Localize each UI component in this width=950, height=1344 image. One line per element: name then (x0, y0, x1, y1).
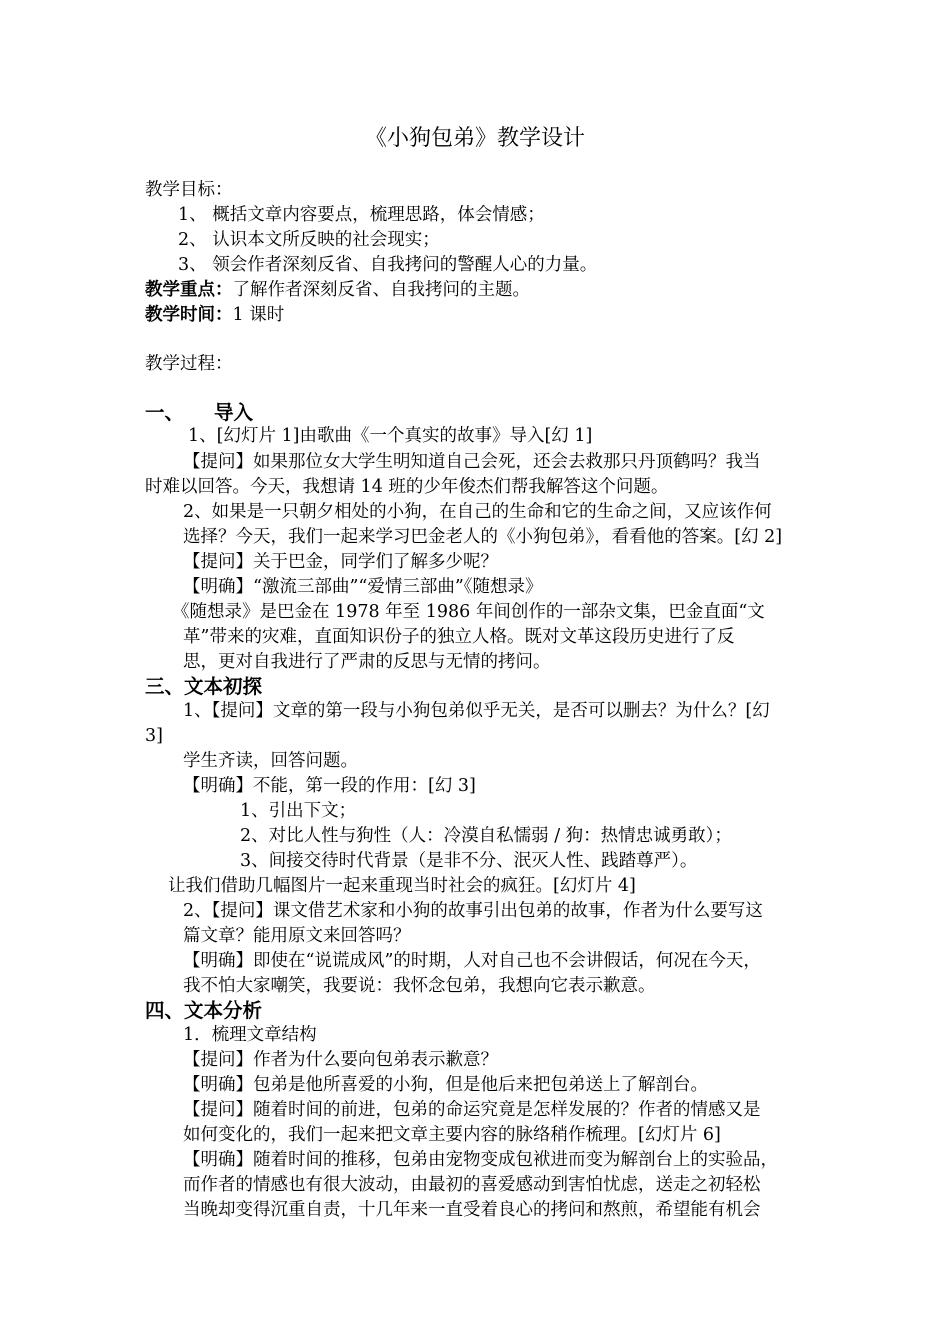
section-heading-text: 导入 (214, 401, 254, 424)
paragraph-line: 3] (145, 726, 163, 746)
focus-label: 教学重点： (145, 280, 233, 300)
paragraph-line: 我不怕大家嘲笑，我要说：我怀念包弟，我想向它表示歉意。 (183, 976, 656, 996)
paragraph-line: 2、如果是一只朝夕相处的小狗，在自己的生命和它的生命之间，又应该作何 (183, 502, 772, 522)
paragraph-line: 革”带来的灾难，直面知识份子的独立人格。既对文革这段历史进行了反 (183, 627, 735, 647)
section-heading: 三、文本初探 (145, 675, 263, 698)
paragraph-line: 1、【提问】文章的第一段与小狗包弟似乎无关，是否可以删去？为什么？[幻 (183, 701, 770, 721)
paragraph-line: 1、[幻灯片 1]由歌曲《一个真实的故事》导入[幻 1] (188, 426, 593, 446)
paragraph-line: 【提问】随着时间的前进，包弟的命运究竟是怎样发展的？作者的情感又是 (183, 1100, 761, 1120)
paragraph-line: 如何变化的，我们一起来把文章主要内容的脉络稍作梳理。[幻灯片 6] (183, 1125, 721, 1145)
focus-text: 了解作者深刻反省、自我拷问的主题。 (232, 280, 530, 300)
paragraph-line: 当晚却变得沉重自责，十几年来一直受着良心的拷问和熬煎，希望能有机会 (183, 1200, 761, 1220)
paragraph-line: 《随想录》是巴金在 1978 年至 1986 年间创作的一部杂文集，巴金直面“文 (172, 602, 765, 622)
objective-item: 2、 认识本文所反映的社会现实； (178, 230, 440, 250)
objective-item: 1、 概括文章内容要点，梳理思路，体会情感； (178, 205, 545, 225)
paragraph-line: 【提问】作者为什么要向包弟表示歉意？ (183, 1050, 498, 1070)
list-item: 3、间接交待时代背景（是非不分、泯灭人性、践踏尊严）。 (240, 851, 698, 871)
process-label: 教学过程： (145, 354, 233, 374)
paragraph-line: 【明确】不能，第一段的作用：[幻 3] (183, 776, 476, 796)
paragraph-line: 让我们借助几幅图片一起来重现当时社会的疯狂。[幻灯片 4] (168, 876, 636, 896)
paragraph-line: 思，更对自我进行了严肃的反思与无情的拷问。 (183, 652, 551, 672)
paragraph-line: 2、【提问】课文借艺术家和小狗的故事引出包弟的故事，作者为什么要写这 (183, 901, 763, 921)
paragraph-line: 【明确】“激流三部曲”“爱情三部曲”《随想录》 (183, 577, 543, 597)
list-item: 1、引出下文； (240, 801, 357, 821)
objective-item: 3、 领会作者深刻反省、自我拷问的警醒人心的力量。 (178, 255, 598, 275)
paragraph-line: 【提问】如果那位女大学生明知道自己会死，还会去救那只丹顶鹤吗？我当 (183, 452, 761, 472)
paragraph-line: 【提问】关于巴金，同学们了解多少呢？ (183, 552, 498, 572)
paragraph-line: 篇文章？能用原文来回答吗？ (183, 926, 411, 946)
time-text: 1 课时 (232, 305, 285, 325)
focus-line (145, 278, 530, 302)
time-line (145, 303, 284, 327)
paragraph-line: 【明确】包弟是他所喜爱的小狗，但是他后来把包弟送上了解剖台。 (183, 1075, 708, 1095)
list-item: 2、对比人性与狗性（人：冷漠自私懦弱 / 狗：热情忠诚勇敢）； (240, 826, 732, 846)
paragraph-line: 1．梳理文章结构 (183, 1025, 317, 1045)
time-label: 教学时间： (145, 305, 233, 325)
paragraph-line: 时难以回答。今天，我想请 14 班的少年俊杰们帮我解答这个问题。 (145, 477, 669, 497)
section-heading-number: 一、 (145, 401, 185, 424)
paragraph-line: 学生齐读，回答问题。 (183, 751, 358, 771)
section-heading: 四、文本分析 (145, 999, 263, 1022)
paragraph-line: 而作者的情感也有很大波动，由最初的喜爱感动到害怕忧虑，送走之初轻松 (183, 1175, 761, 1195)
paragraph-line: 【明确】随着时间的推移，包弟由宠物变成包袱进而变为解剖台上的实验品， (183, 1150, 778, 1170)
section-heading (145, 400, 253, 426)
objectives-label: 教学目标： (145, 180, 233, 200)
document-title: 《小狗包弟》教学设计 (364, 126, 585, 151)
paragraph-line: 【明确】即使在“说谎成风”的时期，人对自己也不会讲假话，何况在今天， (183, 951, 761, 971)
paragraph-line: 选择？今天，我们一起来学习巴金老人的《小狗包弟》，看看他的答案。[幻 2] (183, 527, 783, 547)
